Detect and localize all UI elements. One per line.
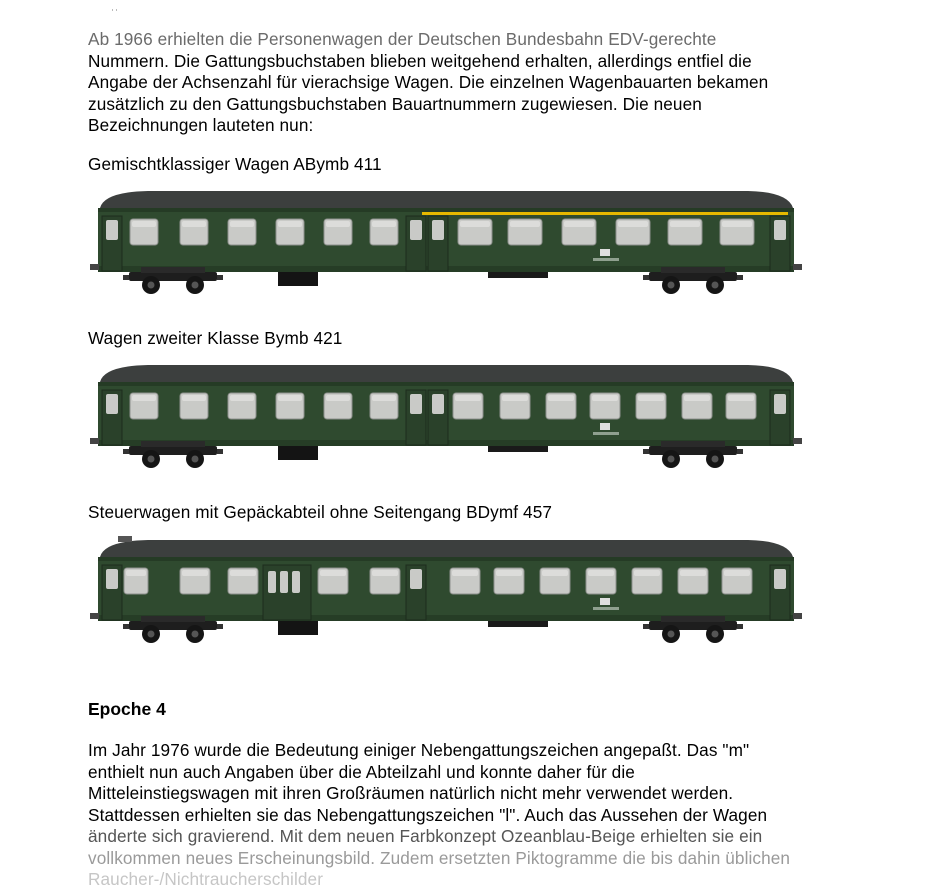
- epoche-line-3: Mitteleinstiegswagen mit ihren Großräumen natürlich nicht mehr verwendet werden.: [88, 783, 734, 803]
- roof: [100, 365, 793, 382]
- wagon-caption-abymb: Gemischtklassiger Wagen ABymb 411: [88, 154, 382, 174]
- underframe-box: [278, 446, 318, 460]
- epoche-line-4: Stattdessen erhielten sie das Nebengattungszeichen "l". Auch das Aussehen der Wagen: [88, 804, 768, 825]
- wagon-drawing: [90, 536, 802, 643]
- wagon-image-abymb-411: [88, 186, 803, 298]
- intro-line-4: zusätzlich zu den Gattungsbuchstaben Bauartnummern zugewiesen. Die neuen: [88, 93, 702, 114]
- buffer: [793, 438, 802, 444]
- wagon-caption-bymb: Wagen zweiter Klasse Bymb 421: [88, 328, 343, 348]
- buffer: [90, 264, 99, 270]
- epoche-line-1: Im Jahr 1976 wurde die Bedeutung einiger Nebengattungszeichen angepaßt. Das "m": [88, 740, 750, 760]
- intro-line-2: Nummern. Die Gattungsbuchstaben blieben weitgehend erhalten, allerdings entfiel die: [88, 50, 752, 71]
- roof: [100, 191, 793, 208]
- wagon-caption-bdymf: Steuerwagen mit Gepäckabteil ohne Seitengang BDymf 457: [88, 502, 553, 522]
- roof: [100, 540, 793, 557]
- wagon-image-bymb-421: [88, 360, 803, 472]
- intro-line-5: Bezeichnungen lauteten nun:: [88, 115, 314, 135]
- db-emblem: [600, 423, 610, 430]
- section-heading-epoche-4: Epoche 4: [88, 699, 166, 719]
- wagon-image-bdymf-457: [88, 535, 803, 647]
- epoche-line-7: Raucher-/Nichtraucherschilder: [88, 869, 324, 889]
- first-class-stripe: [422, 212, 788, 215]
- buffer: [793, 264, 802, 270]
- intro-paragraph: [88, 29, 878, 137]
- buffer: [793, 613, 802, 619]
- epoche-line-6: vollkommen neues Erscheinungsbild. Zudem ersetzten Piktogramme die bis dahin üblichen: [88, 847, 791, 868]
- intro-line-1: Ab 1966 erhielten die Personenwagen der Deutschen Bundesbahn EDV-gerechte: [88, 29, 717, 49]
- buffer: [90, 613, 99, 619]
- epoche-line-5: änderte sich gravierend. Mit dem neuen Farbkonzept Ozeanblau-Beige erhielten sie ein: [88, 826, 763, 846]
- wagon-drawing: [90, 365, 802, 468]
- underframe-box: [278, 621, 318, 635]
- db-emblem: [600, 249, 610, 256]
- db-emblem: [600, 598, 610, 605]
- epoche-line-2: enthielt nun auch Angaben über die Abteilzahl und konnte daher für die: [88, 761, 635, 782]
- underframe-box: [278, 272, 318, 286]
- scroll-artifact: [112, 0, 118, 4]
- buffer: [90, 438, 99, 444]
- intro-line-3: Angabe der Achsenzahl für vierachsige Wagen. Die einzelnen Wagenbauarten bekamen: [88, 72, 769, 92]
- wagon-drawing: [90, 191, 802, 294]
- epoche-paragraph: [88, 740, 878, 891]
